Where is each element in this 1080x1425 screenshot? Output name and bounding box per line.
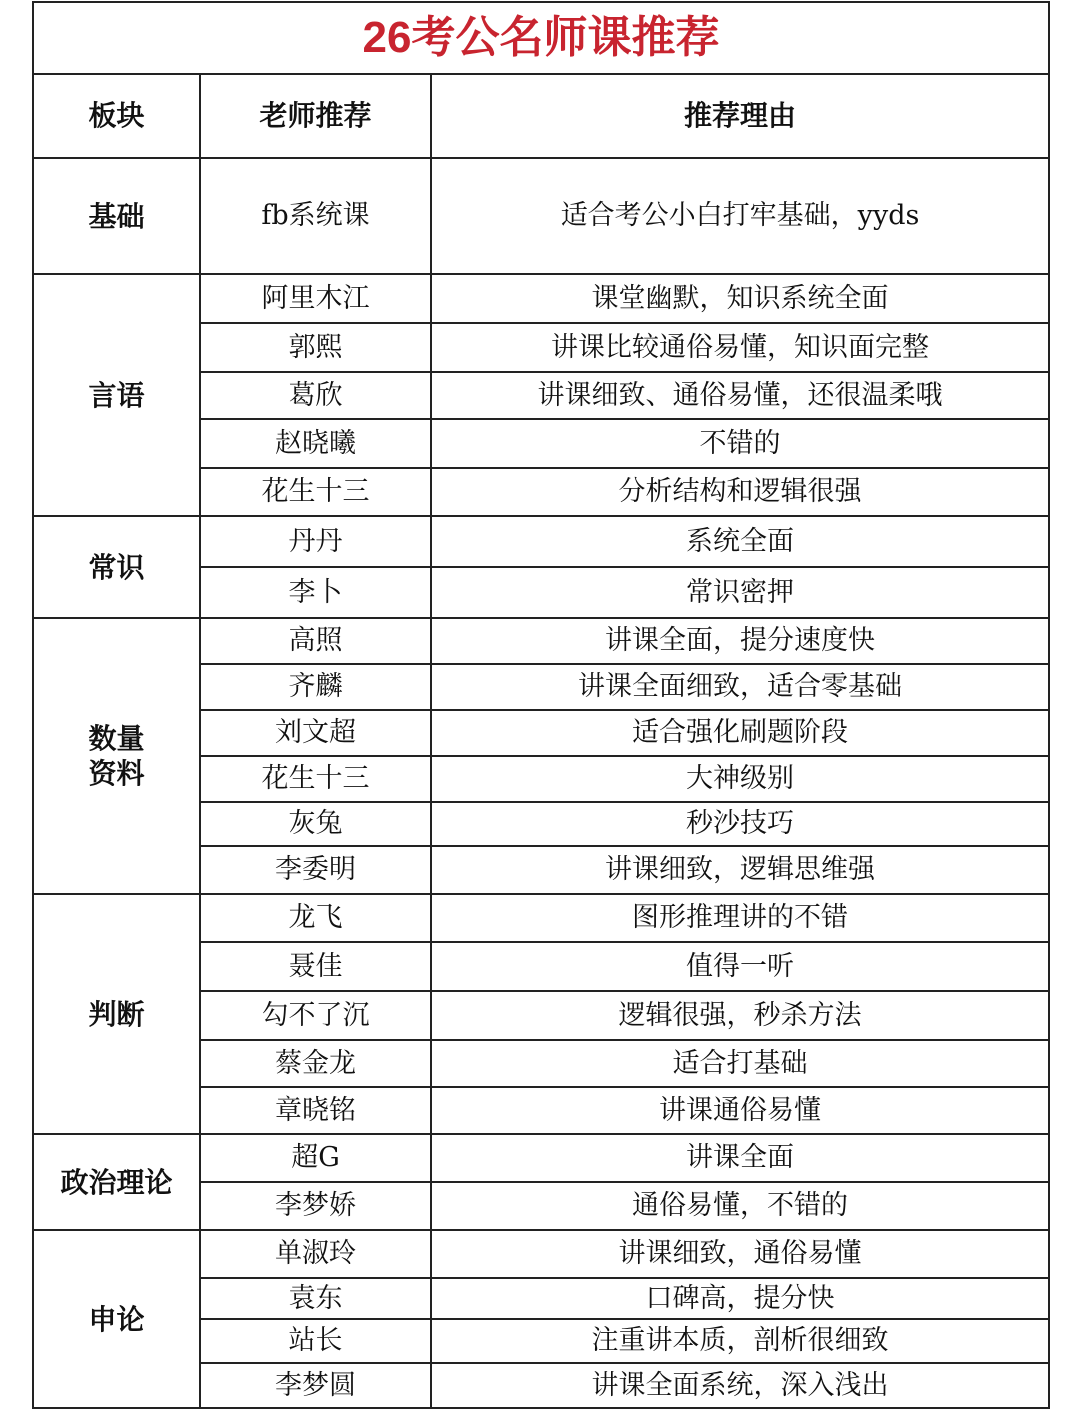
recommendation-reason: 秒沙技巧	[431, 802, 1049, 846]
teacher-name: 聂佳	[200, 942, 431, 991]
category-label-line: 资料	[88, 757, 145, 790]
table-row	[33, 1134, 1049, 1182]
header-reason: 推荐理由	[431, 74, 1049, 158]
teacher-name: 郭熙	[200, 323, 431, 372]
category-label: 判断	[88, 997, 145, 1031]
teacher-name: 章晓铭	[200, 1087, 431, 1134]
title-row	[33, 2, 1049, 74]
teacher-name: 李委明	[200, 846, 431, 894]
recommendation-reason: 讲课全面	[431, 1134, 1049, 1182]
teacher-name: 葛欣	[200, 372, 431, 419]
teacher-name: 单淑玲	[200, 1230, 431, 1278]
teacher-name: fb系统课	[200, 158, 431, 274]
table-row	[33, 618, 1049, 664]
recommendation-table	[32, 1, 1050, 1409]
category-label: 申论	[88, 1302, 145, 1336]
teacher-name: 蔡金龙	[200, 1040, 431, 1087]
recommendation-reason: 系统全面	[431, 516, 1049, 567]
category-label-line: 数量	[88, 722, 145, 755]
recommendation-reason: 讲课通俗易懂	[431, 1087, 1049, 1134]
teacher-name: 高照	[200, 618, 431, 664]
teacher-name: 灰兔	[200, 802, 431, 846]
teacher-name: 刘文超	[200, 710, 431, 756]
category-label: 常识	[88, 550, 145, 584]
recommendation-reason: 讲课全面细致，适合零基础	[431, 664, 1049, 710]
table-row	[33, 274, 1049, 323]
category-cell	[33, 1230, 200, 1408]
table-body	[33, 2, 1049, 1408]
teacher-name: 花生十三	[200, 756, 431, 802]
teacher-name: 李卜	[200, 567, 431, 618]
recommendation-reason: 逻辑很强，秒杀方法	[431, 991, 1049, 1040]
recommendation-reason: 不错的	[431, 419, 1049, 468]
teacher-name: 李梦圆	[200, 1363, 431, 1408]
category-label: 政治理论	[60, 1165, 173, 1199]
recommendation-reason: 口碑高，提分快	[431, 1278, 1049, 1319]
recommendation-reason: 图形推理讲的不错	[431, 894, 1049, 942]
teacher-name: 龙飞	[200, 894, 431, 942]
recommendation-reason: 大神级别	[431, 756, 1049, 802]
recommendation-reason: 讲课细致、通俗易懂，还很温柔哦	[431, 372, 1049, 419]
category-cell	[33, 894, 200, 1134]
category-cell	[33, 1134, 200, 1230]
recommendation-reason: 讲课全面，提分速度快	[431, 618, 1049, 664]
recommendation-reason: 适合打基础	[431, 1040, 1049, 1087]
recommendation-reason: 注重讲本质，剖析很细致	[431, 1319, 1049, 1363]
category-cell	[33, 516, 200, 618]
category-label: 基础	[88, 199, 145, 233]
recommendation-reason: 讲课细致，通俗易懂	[431, 1230, 1049, 1278]
page-title: 26考公名师课推荐	[33, 2, 1049, 74]
table-row	[33, 894, 1049, 942]
recommendation-reason: 分析结构和逻辑很强	[431, 468, 1049, 516]
teacher-name: 站长	[200, 1319, 431, 1363]
teacher-name: 袁东	[200, 1278, 431, 1319]
teacher-name: 赵晓曦	[200, 419, 431, 468]
teacher-name: 超G	[200, 1134, 431, 1182]
recommendation-reason: 通俗易懂，不错的	[431, 1182, 1049, 1230]
header-category: 板块	[33, 74, 200, 158]
recommendation-reason: 值得一听	[431, 942, 1049, 991]
recommendation-reason: 适合强化刷题阶段	[431, 710, 1049, 756]
header-teacher: 老师推荐	[200, 74, 431, 158]
category-cell	[33, 274, 200, 516]
recommendation-reason: 讲课细致，逻辑思维强	[431, 846, 1049, 894]
category-label: 言语	[88, 378, 145, 412]
recommendation-reason: 讲课比较通俗易懂，知识面完整	[431, 323, 1049, 372]
teacher-name: 花生十三	[200, 468, 431, 516]
recommendation-reason: 讲课全面系统，深入浅出	[431, 1363, 1049, 1408]
teacher-name: 阿里木江	[200, 274, 431, 323]
teacher-name: 丹丹	[200, 516, 431, 567]
recommendation-reason: 课堂幽默，知识系统全面	[431, 274, 1049, 323]
table-row	[33, 1230, 1049, 1278]
category-cell	[33, 158, 200, 274]
category-cell	[33, 618, 200, 894]
table-row	[33, 158, 1049, 274]
recommendation-reason: 适合考公小白打牢基础，yyds	[431, 158, 1049, 274]
header-row	[33, 74, 1049, 158]
teacher-name: 勾不了沉	[200, 991, 431, 1040]
table-row	[33, 516, 1049, 567]
teacher-name: 齐麟	[200, 664, 431, 710]
teacher-name: 李梦娇	[200, 1182, 431, 1230]
recommendation-reason: 常识密押	[431, 567, 1049, 618]
category-label	[88, 721, 144, 791]
